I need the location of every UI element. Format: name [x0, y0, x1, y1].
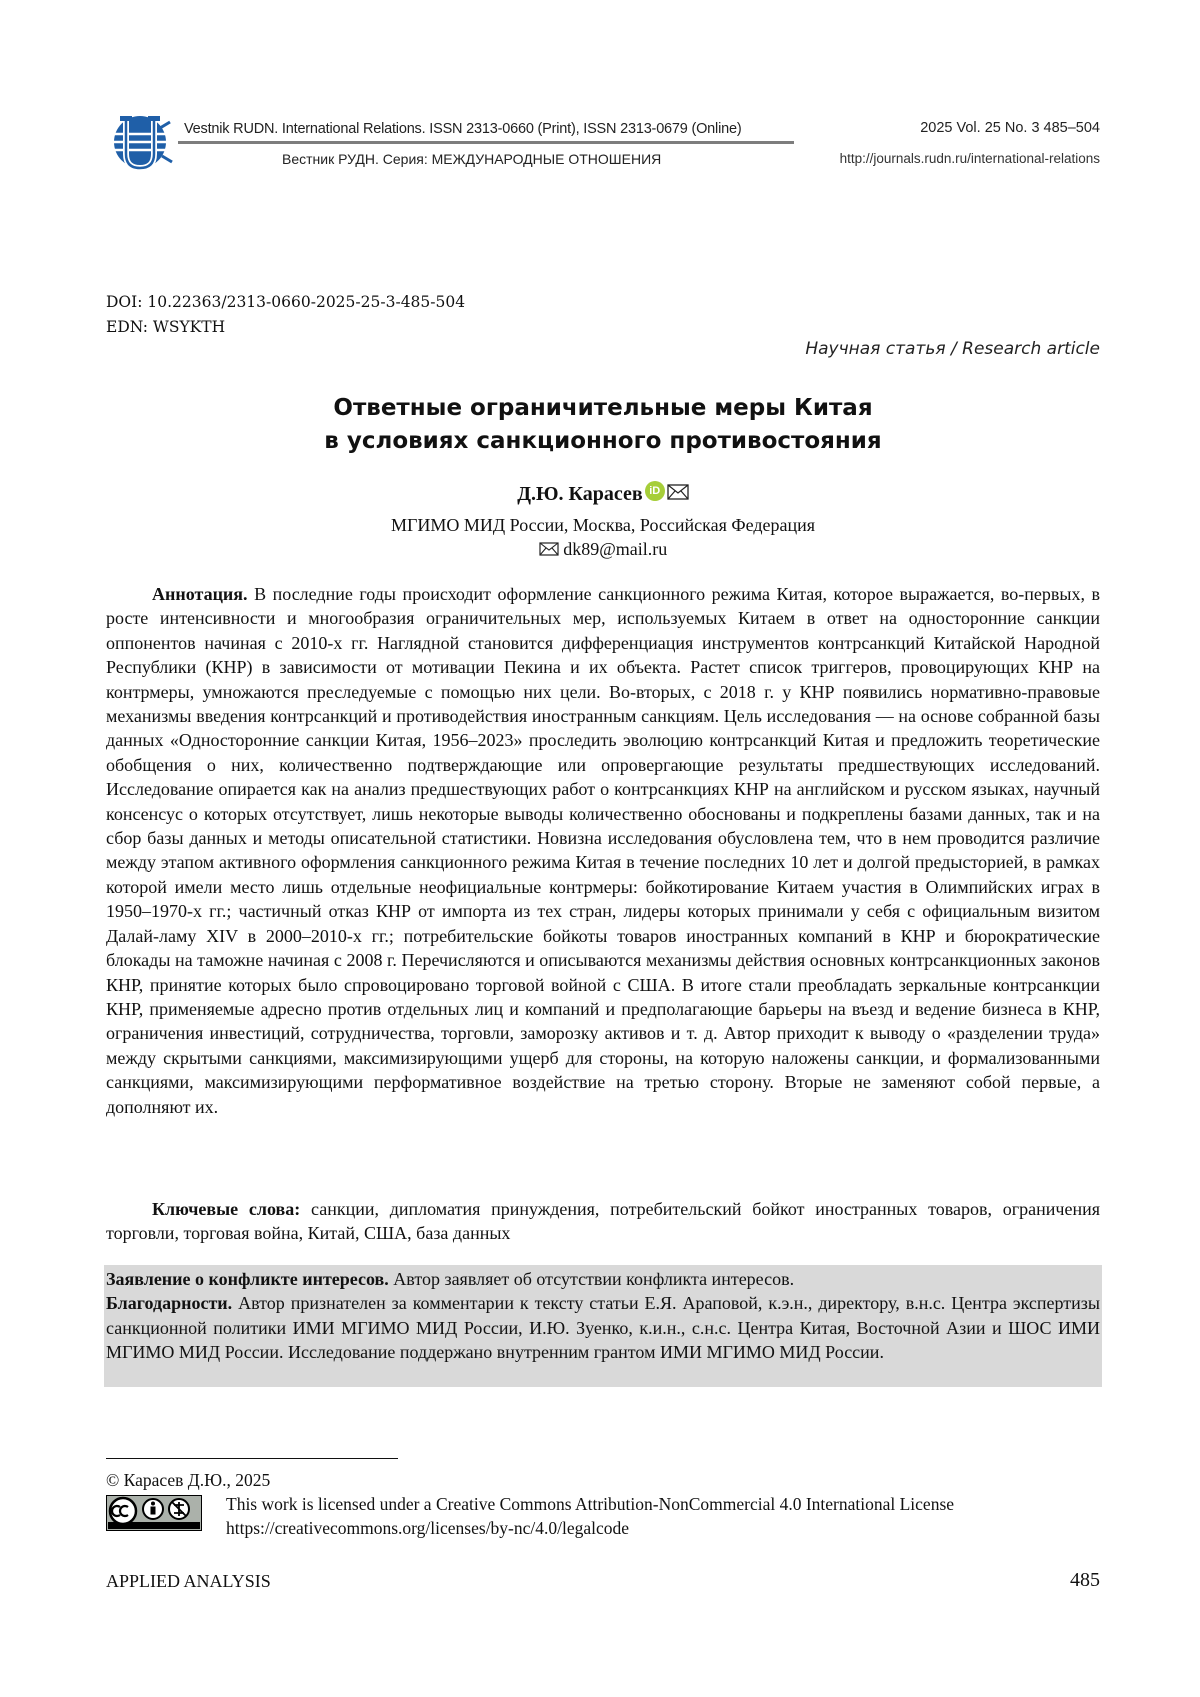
journal-url[interactable]: http://journals.rudn.ru/international-relations: [839, 151, 1100, 166]
doi-block: [106, 290, 465, 340]
title-line-2: в условиях санкционного противостояния: [324, 428, 882, 454]
footnote-rule: [106, 1458, 398, 1459]
keywords-text: санкции, дипломатия принуждения, потребительский бойкот иностранных товаров, ограничения торговли, торговая война, Китай, США, база данных: [106, 1199, 1101, 1244]
abstract-label: Аннотация.: [152, 584, 248, 604]
conflict-statement: [104, 1267, 1102, 1291]
article-type: Научная статья / Research article: [805, 339, 1100, 359]
abstract-text: В последние годы происходит оформление санкционного режима Китая, которое выражается, во-первых, в росте интенсивности и многообразия ограничительных мер, используемых Китаем в ответ на односторонние санкции оппонентов начиная с 2010-х гг. Наглядной становится дифференциация инструментов контрсанкций Китайской Народной Республики (КНР) в зависимости от мотивации Пекина и их объекта. Растет список триггеров, провоцирующих КНР на контрмеры, умножаются преследуемые с помощью них цели. Во-вторых, с 2018 г. у КНР появились нормативно-правовые механизмы введения контрсанкций и противодействия иностранным санкциям. Цель исследования — на основе собранной базы данных «Односторонние санкции Китая, 1956–2023» проследить эволюцию контрсанкций Китая и предложить теоретические обобщения о них, количественно подтверждающие или опровергающие результаты предшествующих исследований. Исследование опирается как на анализ предшествующих работ о контрсанкциях КНР на английском и русском языках, научный консенсус о которых отсутствует, лишь некоторые выводы количественно обоснованы и подкреплены базами данных, так и на сбор базы данных и методы описательной статистики. Новизна исследования обусловлена тем, что в нем проводится различие между этапом активного оформления санкционного режима Китая в течение последних 10 лет и долгой предысторией, в рамках которой имели место лишь отдельные неофициальные контрмеры: бойкотирование Китаем участия в Олимпийских играх в 1950–1970-х гг.; частичный отказ КНР от импорта из тех стран, лидеры которых принимали у себя с официальным визитом Далай-ламу XIV в 2000–2010-х гг.; потребительские бойкоты товаров иностранных компаний в КНР и бюрократические блокады на таможне начиная с 2008 г. Перечисляются и описываются механизмы действия основных контрсанкционных законов КНР, принятие которых было спровоцировано торговой войной с США. В итоге стали преобладать зеркальные контрсанкции КНР, применяемые адресно против отдельных лиц и компаний и предполагающие барьеры на въезд и ведение бизнеса в КНР, ограничения инвестиций, сотрудничества, торговли, заморозку активов и т. д. Автор приходит к выводу о «разделении труда» между скрытыми санкциями, максимизирующими ущерб для стороны, на которую наложены санкции, и формализованными санкциями, максимизирующими перформативное воздействие на третью сторону. Вторые не заменяют собой первые, а дополняют их.: [106, 584, 1100, 1117]
disclosure-box: [104, 1265, 1102, 1387]
license-text: This work is licensed under a Creative Commons Attribution-NonCommercial 4.0 International License: [226, 1494, 955, 1514]
author-line: [106, 481, 1100, 506]
rudn-logo-icon: [106, 112, 178, 172]
author-email[interactable]: dk89@mail.ru: [563, 539, 668, 559]
edn: EDN: WSYKTH: [106, 318, 226, 336]
envelope-icon[interactable]: [667, 484, 689, 500]
orcid-icon[interactable]: iD: [645, 481, 665, 501]
acknowledgements: [104, 1291, 1102, 1364]
conflict-text: Автор заявляет об отсутствии конфликта интересов.: [388, 1269, 795, 1289]
page-number: 485: [1070, 1569, 1100, 1591]
ack-label: Благодарности.: [106, 1293, 233, 1314]
section-label: APPLIED ANALYSIS: [106, 1571, 271, 1591]
envelope-icon: [539, 542, 559, 556]
title-line-1: Ответные ограничительные меры Китая: [333, 395, 873, 421]
journal-title: Vestnik RUDN. International Relations. ISSN 2313-0660 (Print), ISSN 2313-0679 (Online): [184, 121, 742, 137]
keywords: [106, 1197, 1100, 1246]
keywords-label: Ключевые слова:: [152, 1199, 301, 1219]
header-rule: [178, 141, 794, 144]
author-name: Д.Ю. Карасев: [517, 483, 643, 505]
article-title: [106, 392, 1100, 458]
author-email-line: [106, 539, 1100, 560]
journal-series: Вестник РУДН. Серия: МЕЖДУНАРОДНЫЕ ОТНОШЕНИЯ: [282, 151, 662, 167]
issue-info: 2025 Vol. 25 No. 3 485–504: [920, 120, 1100, 136]
doi[interactable]: DOI: 10.22363/2313-0660-2025-25-3-485-504: [106, 293, 466, 311]
abstract: [106, 582, 1100, 1119]
copyright: © Карасев Д.Ю., 2025: [106, 1470, 271, 1490]
license-url[interactable]: https://creativecommons.org/licenses/by-nc/4.0/legalcode: [226, 1518, 630, 1538]
conflict-label: Заявление о конфликте интересов.: [106, 1269, 389, 1289]
author-affiliation: МГИМО МИД России, Москва, Российская Федерация: [390, 515, 816, 535]
ack-text: Автор признателен за комментарии к тексту статьи Е.Я. Араповой, к.э.н., директору, в.н.с. Центра экспертизы санкционной политики ИМИ МГИМО МИД России, И.Ю. Зуенко, к.и.н., с.н.с. Центра Китая, Восточной Азии и ШОС ИМИ МГИМО МИД России. Исследование поддержано внутренним грантом ИМИ МГИМО МИД России.: [106, 1293, 1100, 1363]
cc-by-nc-icon[interactable]: [106, 1495, 202, 1531]
